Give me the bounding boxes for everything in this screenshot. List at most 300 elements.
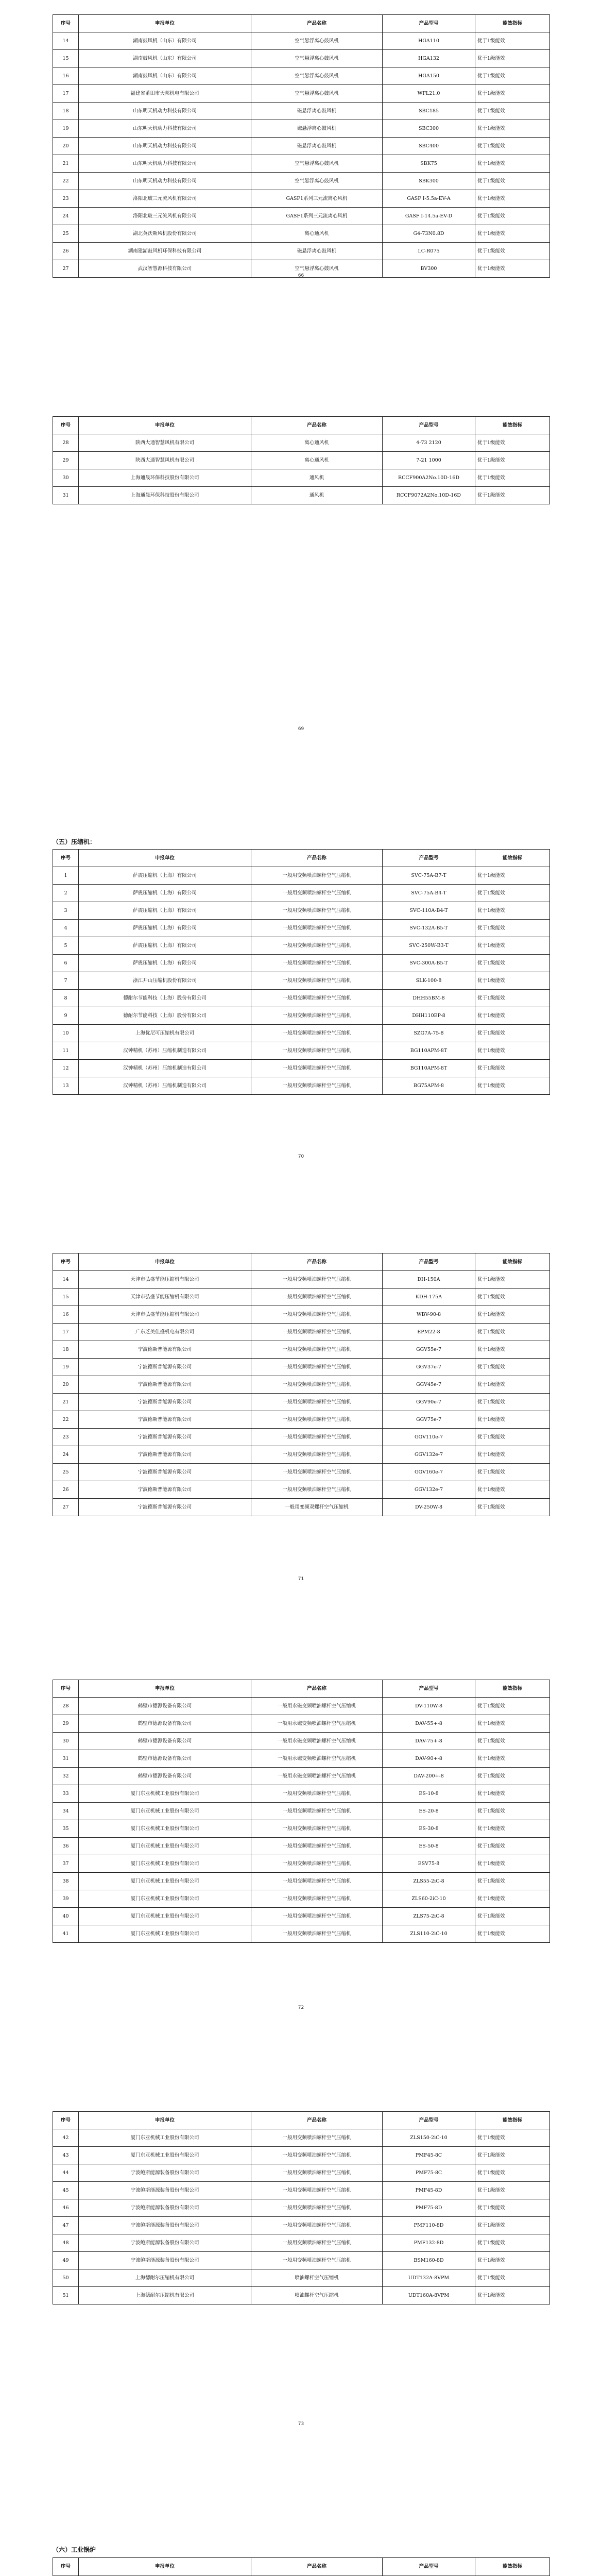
cell-model: PMF132-8D bbox=[383, 2234, 475, 2252]
table-row bbox=[53, 120, 550, 138]
cell-org: 厦门东亚机械工业股份有限公司 bbox=[79, 1820, 251, 1838]
cell-no: 50 bbox=[53, 2269, 79, 2287]
cell-spec: 优于1级能效 bbox=[475, 1715, 550, 1733]
table-row bbox=[53, 1481, 550, 1499]
table-row bbox=[53, 1306, 550, 1324]
cell-spec: 优于1级能效 bbox=[475, 190, 550, 208]
cell-product: GASF1系列三元流离心风机 bbox=[251, 208, 383, 225]
cell-no: 3 bbox=[53, 902, 79, 920]
page-number: 69 bbox=[298, 726, 304, 732]
page-number: 71 bbox=[298, 1577, 304, 1582]
table-row bbox=[53, 1359, 550, 1376]
cell-product: 一般用变频喷油螺杆空气压缩机 bbox=[251, 920, 383, 937]
cell-org: 山东明天机动力科技有限公司 bbox=[79, 155, 251, 173]
table-row bbox=[53, 1715, 550, 1733]
table-row bbox=[53, 208, 550, 225]
table-row bbox=[53, 1855, 550, 1873]
cell-model: ES-50-8 bbox=[383, 1838, 475, 1855]
cell-product: 通风机 bbox=[251, 469, 383, 487]
cell-model: ES-20-8 bbox=[383, 1803, 475, 1820]
cell-model: WBV-90-8 bbox=[383, 1306, 475, 1324]
cell-no: 19 bbox=[53, 120, 79, 138]
cell-spec: 优于1级能效 bbox=[475, 1803, 550, 1820]
table-header-row bbox=[53, 1253, 550, 1271]
cell-product: 一般用变频喷油螺杆空气压缩机 bbox=[251, 1324, 383, 1341]
cell-org: 汉钟精机（苏州）压缩机制造有限公司 bbox=[79, 1042, 251, 1060]
cell-no: 26 bbox=[53, 1481, 79, 1499]
cell-product: 离心通风机 bbox=[251, 225, 383, 243]
cell-no: 29 bbox=[53, 1715, 79, 1733]
table-row bbox=[53, 1803, 550, 1820]
cell-spec: 优于1级能效 bbox=[475, 1873, 550, 1890]
cell-spec: 优于1级能效 bbox=[475, 487, 550, 504]
table-row bbox=[53, 1750, 550, 1768]
cell-no: 11 bbox=[53, 1042, 79, 1060]
cell-org: 萨震压缩机（上海）有限公司 bbox=[79, 902, 251, 920]
cell-model: ZLS60-2iC-10 bbox=[383, 1890, 475, 1908]
header-model: 产品型号 bbox=[383, 15, 475, 32]
cell-no: 36 bbox=[53, 1838, 79, 1855]
cell-spec: 优于1级能效 bbox=[475, 1890, 550, 1908]
cell-spec: 优于1级能效 bbox=[475, 1359, 550, 1376]
cell-product: 空气悬浮离心鼓风机 bbox=[251, 50, 383, 67]
cell-no: 7 bbox=[53, 972, 79, 990]
cell-model: DAV-75+-8 bbox=[383, 1733, 475, 1750]
cell-model: BV300 bbox=[383, 260, 475, 278]
table-row bbox=[53, 1838, 550, 1855]
header-spec: 能效指标 bbox=[475, 1680, 550, 1698]
cell-product: 空气悬浮离心鼓风机 bbox=[251, 173, 383, 190]
table-row bbox=[53, 1768, 550, 1785]
header-spec: 能效指标 bbox=[475, 1253, 550, 1271]
cell-org: 上海优尼可压缩机有限公司 bbox=[79, 1025, 251, 1042]
cell-product: 一般用变频喷油螺杆空气压缩机 bbox=[251, 1060, 383, 1077]
cell-product: 空气悬浮离心鼓风机 bbox=[251, 85, 383, 103]
cell-product: GASF1系列三元流离心风机 bbox=[251, 190, 383, 208]
cell-product: 一般用变频喷油螺杆空气压缩机 bbox=[251, 902, 383, 920]
table-row bbox=[53, 190, 550, 208]
header-spec: 能效指标 bbox=[475, 417, 550, 434]
cell-product: 一般用变频喷油螺杆空气压缩机 bbox=[251, 972, 383, 990]
cell-no: 25 bbox=[53, 225, 79, 243]
cell-spec: 优于1级能效 bbox=[475, 1042, 550, 1060]
cell-no: 31 bbox=[53, 487, 79, 504]
table-row bbox=[53, 867, 550, 885]
table-header-row bbox=[53, 417, 550, 434]
cell-org: 湖北英沃斯风机股份有限公司 bbox=[79, 225, 251, 243]
cell-model: HGA150 bbox=[383, 67, 475, 85]
table-row bbox=[53, 103, 550, 120]
table-row bbox=[53, 1042, 550, 1060]
cell-org: 宁波鲍斯能源装备股份有限公司 bbox=[79, 2234, 251, 2252]
header-product: 产品名称 bbox=[251, 2112, 383, 2129]
cell-model: RCCF9072A2No.10D-16D bbox=[383, 487, 475, 504]
cell-product: 一般用变频喷油螺杆空气压缩机 bbox=[251, 955, 383, 972]
cell-model: SVC-250W-B3-T bbox=[383, 937, 475, 955]
cell-product: 一般用变频双螺杆空气压缩机 bbox=[251, 1499, 383, 1516]
cell-no: 24 bbox=[53, 1446, 79, 1464]
cell-spec: 优于1级能效 bbox=[475, 434, 550, 452]
cell-org: 宁波德斯普能源有限公司 bbox=[79, 1359, 251, 1376]
cell-no: 2 bbox=[53, 885, 79, 902]
cell-product: 一般用变频喷油螺杆空气压缩机 bbox=[251, 1376, 383, 1394]
cell-product: 一般用变频喷油螺杆空气压缩机 bbox=[251, 1464, 383, 1481]
header-model: 产品型号 bbox=[383, 417, 475, 434]
table-row bbox=[53, 1785, 550, 1803]
cell-model: GGV132e-7 bbox=[383, 1481, 475, 1499]
cell-no: 32 bbox=[53, 1768, 79, 1785]
cell-model: KDH-175A bbox=[383, 1289, 475, 1306]
table-compressors-b bbox=[53, 1253, 550, 1516]
cell-spec: 优于1级能效 bbox=[475, 1820, 550, 1838]
page-number: 73 bbox=[298, 2421, 304, 2427]
cell-spec: 优于1级能效 bbox=[475, 1394, 550, 1411]
cell-product: 离心通风机 bbox=[251, 452, 383, 469]
cell-org: 萨震压缩机（上海）有限公司 bbox=[79, 867, 251, 885]
cell-product: 一般用变频喷油螺杆空气压缩机 bbox=[251, 1803, 383, 1820]
cell-org: 萨震压缩机（上海）有限公司 bbox=[79, 920, 251, 937]
cell-product: 一般用变频喷油螺杆空气压缩机 bbox=[251, 1820, 383, 1838]
cell-spec: 优于1级能效 bbox=[475, 2252, 550, 2269]
cell-product: 一般用变频喷油螺杆空气压缩机 bbox=[251, 1271, 383, 1289]
cell-org: 宁波德斯普能源有限公司 bbox=[79, 1341, 251, 1359]
cell-spec: 优于1级能效 bbox=[475, 1768, 550, 1785]
cell-spec: 优于1级能效 bbox=[475, 1060, 550, 1077]
cell-model: DAV-55+-8 bbox=[383, 1715, 475, 1733]
cell-product: 一般用变频喷油螺杆空气压缩机 bbox=[251, 2182, 383, 2199]
cell-model: HGA110 bbox=[383, 32, 475, 50]
cell-product: 一般用变频喷油螺杆空气压缩机 bbox=[251, 2252, 383, 2269]
cell-no: 5 bbox=[53, 937, 79, 955]
cell-spec: 优于1级能效 bbox=[475, 208, 550, 225]
cell-org: 宁波德斯普能源有限公司 bbox=[79, 1481, 251, 1499]
cell-spec: 优于1级能效 bbox=[475, 1306, 550, 1324]
cell-no: 6 bbox=[53, 955, 79, 972]
cell-model: ES-30-8 bbox=[383, 1820, 475, 1838]
table-compressors-a bbox=[53, 849, 550, 1095]
cell-org: 厦门东亚机械工业股份有限公司 bbox=[79, 2147, 251, 2164]
cell-model: 7-21 1000 bbox=[383, 452, 475, 469]
cell-org: 厦门东亚机械工业股份有限公司 bbox=[79, 1908, 251, 1925]
cell-org: 武汉智慧源科技有限公司 bbox=[79, 260, 251, 278]
cell-no: 26 bbox=[53, 243, 79, 260]
cell-spec: 优于1级能效 bbox=[475, 1698, 550, 1715]
table-row bbox=[53, 2182, 550, 2199]
table-row bbox=[53, 972, 550, 990]
cell-product: 一般用变频喷油螺杆空气压缩机 bbox=[251, 1306, 383, 1324]
cell-no: 16 bbox=[53, 1306, 79, 1324]
cell-spec: 优于1级能效 bbox=[475, 1324, 550, 1341]
cell-model: DV-110W-8 bbox=[383, 1698, 475, 1715]
cell-org: 萨震压缩机（上海）有限公司 bbox=[79, 885, 251, 902]
table-row bbox=[53, 2199, 550, 2217]
header-product: 产品名称 bbox=[251, 1253, 383, 1271]
cell-model: LC-R075 bbox=[383, 243, 475, 260]
table-row bbox=[53, 1429, 550, 1446]
cell-model: DV-250W-8 bbox=[383, 1499, 475, 1516]
cell-no: 25 bbox=[53, 1464, 79, 1481]
cell-product: 一般用变频喷油螺杆空气压缩机 bbox=[251, 1394, 383, 1411]
section-title-compressors: （五）压缩机： bbox=[53, 838, 96, 845]
cell-org: 宁波德斯普能源有限公司 bbox=[79, 1446, 251, 1464]
cell-product: 通风机 bbox=[251, 487, 383, 504]
cell-spec: 优于1级能效 bbox=[475, 1464, 550, 1481]
table-row bbox=[53, 1077, 550, 1095]
cell-model: G4-73N0.8D bbox=[383, 225, 475, 243]
cell-no: 28 bbox=[53, 1698, 79, 1715]
table-row bbox=[53, 1376, 550, 1394]
cell-org: 洛阳北玻三元流风机有限公司 bbox=[79, 208, 251, 225]
table-row bbox=[53, 2252, 550, 2269]
cell-no: 41 bbox=[53, 1925, 79, 1943]
table-row bbox=[53, 434, 550, 452]
cell-org: 宁波德斯普能源有限公司 bbox=[79, 1464, 251, 1481]
cell-org: 天津市弘盛节能压缩机有限公司 bbox=[79, 1271, 251, 1289]
cell-model: PMF45-8C bbox=[383, 2147, 475, 2164]
table-row bbox=[53, 469, 550, 487]
table-row bbox=[53, 885, 550, 902]
page-number: 70 bbox=[298, 1154, 304, 1159]
cell-no: 13 bbox=[53, 1077, 79, 1095]
cell-spec: 优于1级能效 bbox=[475, 937, 550, 955]
cell-spec: 优于1级能效 bbox=[475, 2182, 550, 2199]
cell-no: 1 bbox=[53, 867, 79, 885]
cell-spec: 优于1级能效 bbox=[475, 32, 550, 50]
table-header-row bbox=[53, 15, 550, 32]
cell-product: 一般用变频喷油螺杆空气压缩机 bbox=[251, 2147, 383, 2164]
cell-spec: 优于1级能效 bbox=[475, 120, 550, 138]
cell-spec: 优于1级能效 bbox=[475, 2287, 550, 2304]
cell-model: PMF110-8D bbox=[383, 2217, 475, 2234]
cell-org: 广东芝美佳盛机电有限公司 bbox=[79, 1324, 251, 1341]
table-row bbox=[53, 155, 550, 173]
cell-org: 汉钟精机（苏州）压缩机制造有限公司 bbox=[79, 1060, 251, 1077]
cell-org: 厦门东亚机械工业股份有限公司 bbox=[79, 1803, 251, 1820]
table-row bbox=[53, 2164, 550, 2182]
cell-no: 21 bbox=[53, 1394, 79, 1411]
cell-org: 德耐尔节能科技（上海）股份有限公司 bbox=[79, 1007, 251, 1025]
cell-spec: 优于1级能效 bbox=[475, 1785, 550, 1803]
cell-spec: 优于1级能效 bbox=[475, 67, 550, 85]
cell-no: 42 bbox=[53, 2129, 79, 2147]
cell-spec: 优于1级能效 bbox=[475, 260, 550, 278]
cell-spec: 优于1级能效 bbox=[475, 867, 550, 885]
cell-spec: 优于1级能效 bbox=[475, 2269, 550, 2287]
cell-model: GGV55e-7 bbox=[383, 1341, 475, 1359]
header-product: 产品名称 bbox=[251, 15, 383, 32]
cell-model: DHH110EP-8 bbox=[383, 1007, 475, 1025]
header-no: 序号 bbox=[53, 1680, 79, 1698]
cell-spec: 优于1级能效 bbox=[475, 452, 550, 469]
cell-no: 24 bbox=[53, 208, 79, 225]
cell-spec: 优于1级能效 bbox=[475, 50, 550, 67]
page-number: 66 bbox=[298, 273, 304, 278]
cell-spec: 优于1级能效 bbox=[475, 469, 550, 487]
cell-no: 12 bbox=[53, 1060, 79, 1077]
cell-no: 46 bbox=[53, 2199, 79, 2217]
cell-org: 宁波德斯普能源有限公司 bbox=[79, 1499, 251, 1516]
cell-product: 一般用永磁变频喷油螺杆空气压缩机 bbox=[251, 1768, 383, 1785]
cell-model: GGV160e-7 bbox=[383, 1464, 475, 1481]
header-org: 申报单位 bbox=[79, 417, 251, 434]
cell-org: 宁波德斯普能源有限公司 bbox=[79, 1394, 251, 1411]
cell-product: 一般用变频喷油螺杆空气压缩机 bbox=[251, 1411, 383, 1429]
cell-spec: 优于1级能效 bbox=[475, 2147, 550, 2164]
cell-no: 31 bbox=[53, 1750, 79, 1768]
table-blowers-a bbox=[53, 14, 550, 278]
table-compressors-c bbox=[53, 1680, 550, 1943]
header-org: 申报单位 bbox=[79, 15, 251, 32]
table-row bbox=[53, 1908, 550, 1925]
cell-org: 汉钟精机（苏州）压缩机制造有限公司 bbox=[79, 1077, 251, 1095]
cell-model: ZLS75-2iC-8 bbox=[383, 1908, 475, 1925]
cell-spec: 优于1级能效 bbox=[475, 173, 550, 190]
cell-no: 28 bbox=[53, 434, 79, 452]
cell-model: ESV75-8 bbox=[383, 1855, 475, 1873]
cell-no: 21 bbox=[53, 155, 79, 173]
cell-org: 上海通晟环保科技股份有限公司 bbox=[79, 469, 251, 487]
cell-product: 一般用变频喷油螺杆空气压缩机 bbox=[251, 2164, 383, 2182]
page-number: 72 bbox=[298, 2005, 304, 2010]
table-header-row bbox=[53, 2112, 550, 2129]
table-row bbox=[53, 487, 550, 504]
cell-no: 19 bbox=[53, 1359, 79, 1376]
cell-no: 9 bbox=[53, 1007, 79, 1025]
cell-org: 厦门东亚机械工业股份有限公司 bbox=[79, 1873, 251, 1890]
cell-product: 一般用变频喷油螺杆空气压缩机 bbox=[251, 1077, 383, 1095]
table-row bbox=[53, 1289, 550, 1306]
cell-model: DAV-90+-8 bbox=[383, 1750, 475, 1768]
table-row bbox=[53, 1733, 550, 1750]
table-row bbox=[53, 1025, 550, 1042]
cell-product: 空气悬浮离心鼓风机 bbox=[251, 260, 383, 278]
cell-spec: 优于1级能效 bbox=[475, 243, 550, 260]
table-row bbox=[53, 1499, 550, 1516]
cell-product: 空气悬浮离心鼓风机 bbox=[251, 32, 383, 50]
cell-no: 34 bbox=[53, 1803, 79, 1820]
cell-model: BG75APM-8 bbox=[383, 1077, 475, 1095]
cell-product: 一般用变频喷油螺杆空气压缩机 bbox=[251, 1429, 383, 1446]
cell-model: SVC-75A-B7-T bbox=[383, 867, 475, 885]
cell-product: 一般用变频喷油螺杆空气压缩机 bbox=[251, 867, 383, 885]
table-row bbox=[53, 2129, 550, 2147]
table-row bbox=[53, 1007, 550, 1025]
cell-product: 一般用变频喷油螺杆空气压缩机 bbox=[251, 1908, 383, 1925]
cell-org: 山东明天机动力科技有限公司 bbox=[79, 120, 251, 138]
header-no: 序号 bbox=[53, 15, 79, 32]
header-no: 序号 bbox=[53, 2558, 79, 2575]
table-row bbox=[53, 1411, 550, 1429]
cell-model: GGV110e-7 bbox=[383, 1429, 475, 1446]
header-model: 产品型号 bbox=[383, 1253, 475, 1271]
cell-org: 宁波鲍斯能源装备股份有限公司 bbox=[79, 2164, 251, 2182]
cell-spec: 优于1级能效 bbox=[475, 2129, 550, 2147]
cell-spec: 优于1级能效 bbox=[475, 2199, 550, 2217]
cell-no: 39 bbox=[53, 1890, 79, 1908]
cell-no: 10 bbox=[53, 1025, 79, 1042]
cell-spec: 优于1级能效 bbox=[475, 1376, 550, 1394]
cell-model: PMF45-8D bbox=[383, 2182, 475, 2199]
header-model: 产品型号 bbox=[383, 850, 475, 867]
cell-model: WFL21.0 bbox=[383, 85, 475, 103]
cell-model: GGV37e-7 bbox=[383, 1359, 475, 1376]
cell-product: 离心通风机 bbox=[251, 434, 383, 452]
cell-model: GGV90e-7 bbox=[383, 1394, 475, 1411]
table-compressors-d bbox=[53, 2111, 550, 2304]
table-row bbox=[53, 2217, 550, 2234]
table-row bbox=[53, 1446, 550, 1464]
cell-no: 27 bbox=[53, 1499, 79, 1516]
cell-model: GGV132e-7 bbox=[383, 1446, 475, 1464]
cell-no: 30 bbox=[53, 1733, 79, 1750]
cell-spec: 优于1级能效 bbox=[475, 155, 550, 173]
table-row bbox=[53, 1324, 550, 1341]
cell-model: GGV75e-7 bbox=[383, 1411, 475, 1429]
cell-product: 空气悬浮离心鼓风机 bbox=[251, 67, 383, 85]
header-no: 序号 bbox=[53, 850, 79, 867]
cell-no: 45 bbox=[53, 2182, 79, 2199]
cell-no: 22 bbox=[53, 173, 79, 190]
cell-spec: 优于1级能效 bbox=[475, 1341, 550, 1359]
cell-spec: 优于1级能效 bbox=[475, 103, 550, 120]
cell-spec: 优于1级能效 bbox=[475, 138, 550, 155]
cell-product: 一般用变频喷油螺杆空气压缩机 bbox=[251, 990, 383, 1007]
table-row bbox=[53, 937, 550, 955]
cell-spec: 优于1级能效 bbox=[475, 1289, 550, 1306]
header-product: 产品名称 bbox=[251, 850, 383, 867]
header-org: 申报单位 bbox=[79, 2112, 251, 2129]
cell-org: 山东明天机动力科技有限公司 bbox=[79, 138, 251, 155]
cell-no: 18 bbox=[53, 1341, 79, 1359]
cell-org: 鹤壁市德源设备有限公司 bbox=[79, 1698, 251, 1715]
cell-org: 鹤壁市德源设备有限公司 bbox=[79, 1733, 251, 1750]
cell-no: 48 bbox=[53, 2234, 79, 2252]
header-org: 申报单位 bbox=[79, 2558, 251, 2575]
cell-model: GASF I-14.5a-EV-D bbox=[383, 208, 475, 225]
cell-org: 宁波德斯普能源有限公司 bbox=[79, 1411, 251, 1429]
table-row bbox=[53, 2269, 550, 2287]
cell-model: ZLS150-2iC-10 bbox=[383, 2129, 475, 2147]
header-spec: 能效指标 bbox=[475, 15, 550, 32]
cell-product: 一般用变频喷油螺杆空气压缩机 bbox=[251, 1007, 383, 1025]
table-header-row bbox=[53, 850, 550, 867]
table-row bbox=[53, 920, 550, 937]
cell-model: PMF75-8D bbox=[383, 2199, 475, 2217]
cell-product: 一般用变频喷油螺杆空气压缩机 bbox=[251, 2234, 383, 2252]
cell-product: 一般用变频喷油螺杆空气压缩机 bbox=[251, 1785, 383, 1803]
header-spec: 能效指标 bbox=[475, 850, 550, 867]
cell-no: 8 bbox=[53, 990, 79, 1007]
cell-org: 厦门东亚机械工业股份有限公司 bbox=[79, 1838, 251, 1855]
cell-product: 一般用变频喷油螺杆空气压缩机 bbox=[251, 2199, 383, 2217]
cell-org: 上海通晟环保科技股份有限公司 bbox=[79, 487, 251, 504]
cell-product: 一般用变频喷油螺杆空气压缩机 bbox=[251, 1289, 383, 1306]
table-row bbox=[53, 955, 550, 972]
table-row bbox=[53, 1464, 550, 1481]
cell-spec: 优于1级能效 bbox=[475, 2217, 550, 2234]
cell-org: 宁波德斯普能源有限公司 bbox=[79, 1429, 251, 1446]
cell-spec: 优于1级能效 bbox=[475, 1007, 550, 1025]
cell-no: 17 bbox=[53, 1324, 79, 1341]
cell-product: 一般用永磁变频喷油螺杆空气压缩机 bbox=[251, 1698, 383, 1715]
cell-model: SLK-100-8 bbox=[383, 972, 475, 990]
cell-spec: 优于1级能效 bbox=[475, 1446, 550, 1464]
cell-org: 浙江开山压缩机股份有限公司 bbox=[79, 972, 251, 990]
cell-model: UDT160A-8VPM bbox=[383, 2287, 475, 2304]
cell-no: 27 bbox=[53, 260, 79, 278]
cell-product: 一般用变频喷油螺杆空气压缩机 bbox=[251, 1873, 383, 1890]
cell-no: 49 bbox=[53, 2252, 79, 2269]
